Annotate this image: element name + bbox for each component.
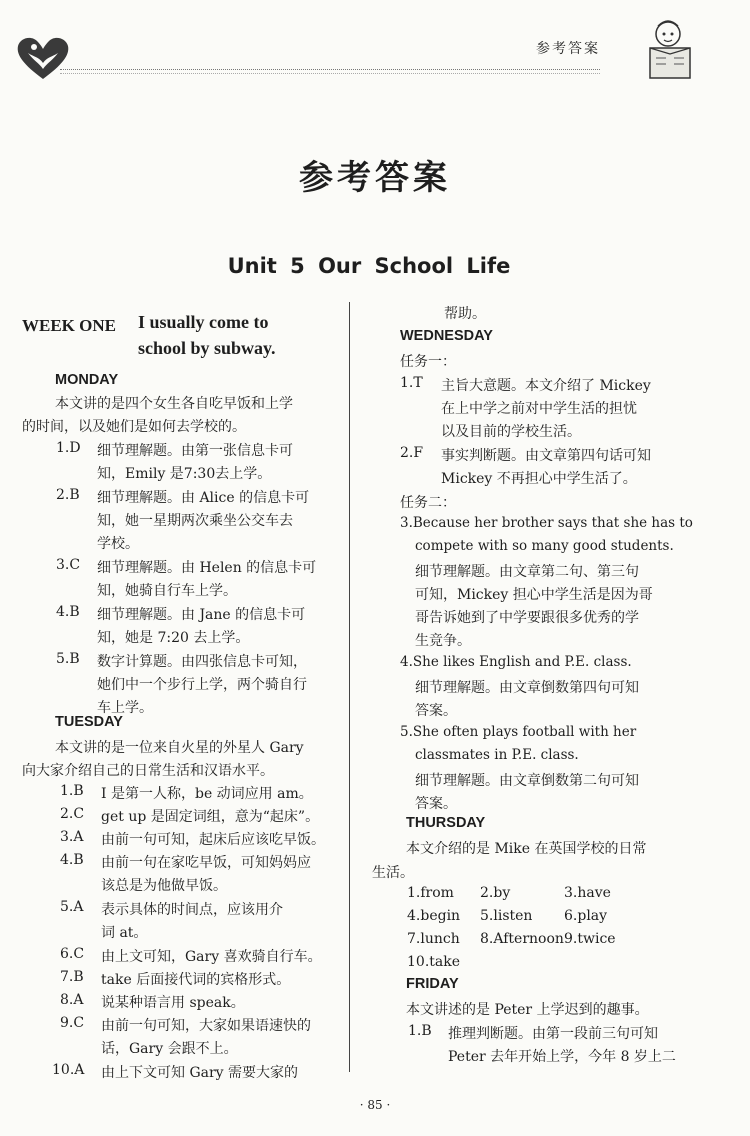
tuesday-intro-line1: 本文讲的是一位来自火星的外星人 Gary bbox=[55, 740, 304, 756]
wednesday-answer-5-line3: 细节理解题。由文章倒数第二句可知 bbox=[415, 773, 639, 789]
tuesday-answer-1-line1: I 是第一人称，be 动词应用 am。 bbox=[101, 786, 313, 802]
monday-answer-1-line1: 细节理解题。由第一张信息卡可 bbox=[97, 443, 293, 459]
tuesday-answer-5-number: 5.A bbox=[60, 899, 84, 915]
tuesday-answer-10-line1: 由上下文可知 Gary 需要大家的 bbox=[101, 1065, 299, 1081]
tuesday-answer-4-line2: 该总是为他做早饭。 bbox=[101, 878, 227, 894]
monday-answer-2-line3: 学校。 bbox=[97, 536, 139, 552]
tuesday-answer-7-line1: take 后面接代词的宾格形式。 bbox=[101, 972, 291, 988]
wednesday-task1-label: 任务一： bbox=[400, 354, 456, 370]
tuesday-answer-10-number: 10.A bbox=[52, 1062, 85, 1078]
tuesday-answer-2-line1: get up 是固定词组，意为“起床”。 bbox=[101, 809, 320, 825]
page-number: · 85 · bbox=[359, 1098, 391, 1112]
wednesday-answer-3-line4: 可知，Mickey 担心中学生活是因为哥 bbox=[415, 587, 653, 603]
header-label: 参考答案 bbox=[536, 41, 600, 57]
thursday-intro-line1: 本文介绍的是 Mike 在英国学校的日常 bbox=[406, 841, 647, 857]
tuesday-answer-6-line1: 由上文可知，Gary 喜欢骑自行车。 bbox=[101, 949, 322, 965]
monday-answer-4-line1: 细节理解题。由 Jane 的信息卡可 bbox=[97, 607, 306, 623]
friday-answer-1-line2: Peter 去年开始上学，今年 8 岁上二 bbox=[448, 1049, 676, 1065]
tuesday-heading: TUESDAY bbox=[55, 714, 123, 730]
week-subtitle-line1: I usually come to bbox=[138, 312, 269, 332]
thursday-answer-8: 8.Afternoon bbox=[480, 931, 564, 947]
thursday-answer-3: 3.have bbox=[564, 885, 611, 901]
heart-logo-icon bbox=[14, 35, 72, 81]
wednesday-answer-3-line2: compete with so many good students. bbox=[415, 538, 674, 554]
week-subtitle-line2: school by subway. bbox=[138, 338, 276, 358]
thursday-answer-9: 9.twice bbox=[564, 931, 616, 947]
wednesday-answer-3-line3: 细节理解题。由文章第二句、第三句 bbox=[415, 564, 639, 580]
tuesday-answer-4-line1: 由前一句在家吃早饭，可知妈妈应 bbox=[101, 855, 311, 871]
monday-answer-3-number: 3.C bbox=[56, 557, 81, 573]
wednesday-answer-1-line2: 在上中学之前对中学生活的担忧 bbox=[441, 401, 637, 417]
monday-answer-2-number: 2.B bbox=[56, 487, 80, 503]
tuesday-answer-1-number: 1.B bbox=[60, 783, 84, 799]
monday-answer-5-line1: 数字计算题。由四张信息卡可知， bbox=[97, 654, 307, 670]
tuesday-answer-3-number: 3.A bbox=[60, 829, 84, 845]
friday-answer-1-line1: 推理判断题。由第一段前三句可知 bbox=[448, 1026, 658, 1042]
tuesday-answer-6-number: 6.C bbox=[60, 946, 85, 962]
tuesday-answer-8-line1: 说某种语言用 speak。 bbox=[101, 995, 245, 1011]
monday-answer-5-line3: 车上学。 bbox=[97, 700, 153, 716]
friday-heading: FRIDAY bbox=[406, 976, 459, 992]
monday-answer-1-line2: 知，Emily 是7:30去上学。 bbox=[97, 466, 272, 482]
monday-answer-1-number: 1.D bbox=[56, 440, 81, 456]
monday-answer-4-line2: 知，她是 7:20 去上学。 bbox=[97, 630, 250, 646]
wednesday-answer-5-line4: 答案。 bbox=[415, 796, 457, 812]
friday-intro: 本文讲述的是 Peter 上学迟到的趣事。 bbox=[406, 1002, 649, 1018]
wednesday-answer-4-line3: 答案。 bbox=[415, 703, 457, 719]
header-rule-secondary bbox=[60, 73, 600, 74]
wednesday-answer-5-line2: classmates in P.E. class. bbox=[415, 747, 579, 763]
tuesday-answer-3-line1: 由前一句可知，起床后应该吃早饭。 bbox=[101, 832, 325, 848]
tuesday-answer-5-line2: 词 at。 bbox=[101, 925, 148, 941]
monday-answer-4-number: 4.B bbox=[56, 604, 80, 620]
tuesday-answer-7-number: 7.B bbox=[60, 969, 84, 985]
friday-answer-1-number: 1.B bbox=[408, 1023, 432, 1039]
wednesday-answer-4-line1: 4.She likes English and P.E. class. bbox=[400, 654, 632, 670]
thursday-answer-5: 5.listen bbox=[480, 908, 533, 924]
wednesday-answer-3-line1: 3.Because her brother says that she has to bbox=[400, 515, 693, 531]
tuesday-answer-2-number: 2.C bbox=[60, 806, 85, 822]
tuesday-intro-line2: 向大家介绍自己的日常生活和汉语水平。 bbox=[22, 763, 274, 779]
wednesday-answer-2-line2: Mickey 不再担心中学生活了。 bbox=[441, 471, 637, 487]
monday-answer-5-number: 5.B bbox=[56, 651, 80, 667]
wednesday-heading: WEDNESDAY bbox=[400, 328, 493, 344]
monday-answer-2-line2: 知，她一星期两次乘坐公交车去 bbox=[97, 513, 293, 529]
wednesday-answer-1-line1: 主旨大意题。本文介绍了 Mickey bbox=[441, 378, 651, 394]
wednesday-answer-3-line6: 生竞争。 bbox=[415, 633, 471, 649]
thursday-answer-10: 10.take bbox=[407, 954, 461, 970]
page-title: 参考答案 bbox=[299, 158, 451, 198]
thursday-intro-line2: 生活。 bbox=[372, 865, 414, 881]
tuesday-answer-9-line2: 话，Gary 会跟不上。 bbox=[101, 1041, 238, 1057]
monday-intro-line2: 的时间，以及她们是如何去学校的。 bbox=[22, 419, 246, 435]
wednesday-answer-2-line1: 事实判断题。由文章第四句话可知 bbox=[441, 448, 651, 464]
monday-intro-line1: 本文讲的是四个女生各自吃早饭和上学 bbox=[55, 396, 293, 412]
wednesday-answer-1-line3: 以及目前的学校生活。 bbox=[441, 424, 581, 440]
monday-heading: MONDAY bbox=[55, 372, 119, 388]
thursday-answer-7: 7.lunch bbox=[407, 931, 460, 947]
monday-answer-5-line2: 她们中一个步行上学，两个骑自行 bbox=[97, 677, 307, 693]
wednesday-answer-3-line5: 哥告诉她到了中学要跟很多优秀的学 bbox=[415, 610, 639, 626]
tuesday-answer-10-continuation: 帮助。 bbox=[444, 306, 486, 322]
monday-answer-3-line2: 知，她骑自行车上学。 bbox=[97, 583, 237, 599]
tuesday-answer-9-number: 9.C bbox=[60, 1015, 85, 1031]
monday-answer-3-line1: 细节理解题。由 Helen 的信息卡可 bbox=[97, 560, 317, 576]
week-label: WEEK ONE bbox=[22, 316, 116, 335]
tuesday-answer-4-number: 4.B bbox=[60, 852, 84, 868]
wednesday-answer-5-line1: 5.She often plays football with her bbox=[400, 724, 637, 740]
wednesday-answer-2-number: 2.F bbox=[400, 445, 424, 461]
thursday-answer-2: 2.by bbox=[480, 885, 511, 901]
wednesday-answer-1-number: 1.T bbox=[400, 375, 423, 391]
wednesday-task2-label: 任务二： bbox=[400, 495, 456, 511]
column-divider bbox=[349, 302, 350, 1072]
thursday-heading: THURSDAY bbox=[406, 815, 486, 831]
wednesday-answer-4-line2: 细节理解题。由文章倒数第四句可知 bbox=[415, 680, 639, 696]
thursday-answer-1: 1.from bbox=[407, 885, 454, 901]
header-rule bbox=[60, 69, 600, 70]
thursday-answer-6: 6.play bbox=[564, 908, 608, 924]
reading-boy-mascot-icon bbox=[636, 14, 706, 84]
monday-answer-2-line1: 细节理解题。由 Alice 的信息卡可 bbox=[97, 490, 310, 506]
tuesday-answer-8-number: 8.A bbox=[60, 992, 84, 1008]
unit-title: Unit 5 Our School Life bbox=[227, 254, 511, 278]
tuesday-answer-5-line1: 表示具体的时间点，应该用介 bbox=[101, 902, 283, 918]
thursday-answer-4: 4.begin bbox=[407, 908, 461, 924]
tuesday-answer-9-line1: 由前一句可知，大家如果语速快的 bbox=[101, 1018, 311, 1034]
